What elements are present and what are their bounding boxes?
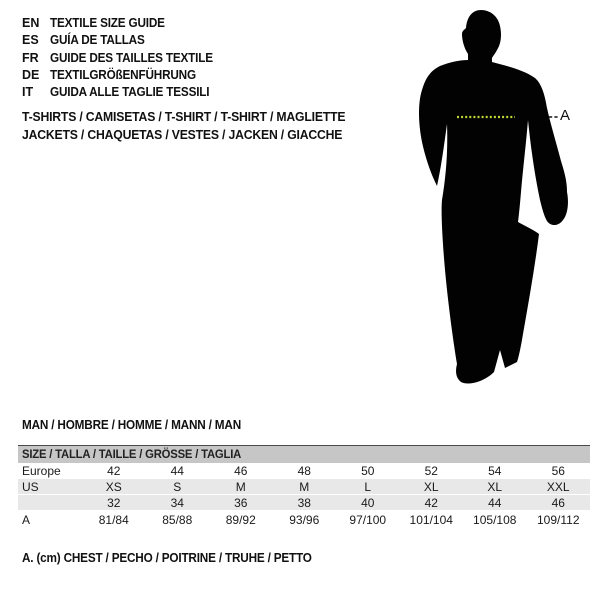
language-code: IT	[22, 85, 34, 100]
table-cell: 46	[234, 464, 248, 478]
table-cell: 48	[297, 464, 311, 478]
category-list	[22, 108, 366, 143]
table-row-europe	[18, 463, 590, 479]
table-cell: XS	[105, 479, 122, 494]
language-code: DE	[22, 67, 40, 82]
table-cell: XXL	[546, 479, 570, 494]
table-row-chest-cm	[18, 510, 590, 529]
table-cell: XL	[487, 479, 503, 494]
section-title-man	[22, 419, 255, 432]
language-list	[22, 15, 223, 101]
table-cell: 89/92	[225, 512, 256, 527]
table-cell: L	[364, 479, 372, 494]
language-code: EN	[22, 16, 40, 30]
table-cell: 32	[107, 495, 121, 510]
language-row-de	[22, 67, 223, 84]
row-label: A	[22, 512, 31, 527]
table-cell: 101/104	[409, 512, 453, 527]
man-silhouette-path	[419, 10, 571, 384]
table-cell: M	[235, 479, 246, 494]
language-text: GUIDA ALLE TAGLIE TESSILI	[50, 85, 210, 100]
table-cell: 34	[170, 495, 184, 510]
table-cell: 42	[107, 464, 121, 478]
table-cell: 54	[488, 464, 502, 478]
table-cell: 109/112	[537, 512, 580, 527]
table-cell: 97/100	[349, 512, 387, 527]
table-cell: 42	[424, 495, 438, 510]
man-silhouette-svg	[416, 4, 572, 396]
language-row-es	[22, 32, 223, 49]
language-code: ES	[22, 33, 39, 48]
table-cell: M	[299, 479, 310, 494]
category-text: T-SHIRTS / CAMISETAS / T-SHIRT / T-SHIRT / MAGLIETTE	[22, 109, 346, 124]
table-cell: 105/108	[473, 512, 517, 527]
table-cell: 81/84	[98, 512, 129, 527]
category-text: JACKETS / CHAQUETAS / VESTES / JACKEN / GIACCHE	[22, 126, 343, 142]
table-cell: 44	[170, 464, 184, 478]
row-label: US	[22, 479, 39, 494]
table-row-us	[18, 479, 590, 494]
table-cell: 85/88	[162, 512, 193, 527]
language-code: FR	[22, 50, 39, 65]
language-row-fr	[22, 50, 223, 67]
table-cell: 36	[234, 495, 248, 510]
language-text: TEXTILGRÖßENFÜHRUNG	[50, 67, 196, 82]
table-cell: 52	[424, 464, 438, 478]
table-cell: 50	[361, 464, 375, 478]
measure-label-a: A	[560, 107, 571, 124]
table-row-numeric	[18, 495, 590, 510]
language-text: TEXTILE SIZE GUIDE	[50, 16, 165, 30]
language-text: GUÍA DE TALLAS	[50, 33, 145, 48]
footnote-chest	[22, 551, 330, 565]
man-silhouette-figure	[416, 4, 572, 396]
language-row-en	[22, 15, 223, 32]
footnote-text: A. (cm) CHEST / PECHO / POITRINE / TRUHE / PETTO	[22, 551, 312, 565]
table-cell: 44	[488, 495, 502, 510]
category-line-tshirts	[22, 108, 366, 126]
size-table-header-text: SIZE / TALLA / TAILLE / GRÖSSE / TAGLIA	[22, 447, 242, 461]
size-table	[18, 445, 590, 529]
size-table-header-row	[18, 445, 590, 463]
table-cell: 46	[551, 495, 565, 510]
table-cell: 38	[297, 495, 311, 510]
table-cell: S	[173, 479, 182, 494]
language-text: GUIDE DES TAILLES TEXTILE	[50, 50, 213, 65]
row-label: Europe	[22, 464, 61, 478]
section-title-text: MAN / HOMBRE / HOMME / MANN / MAN	[22, 418, 242, 432]
language-row-it	[22, 84, 223, 101]
category-line-jackets	[22, 126, 366, 144]
table-cell: XL	[423, 479, 439, 494]
table-cell: 40	[361, 495, 375, 510]
table-cell: 56	[551, 464, 565, 478]
table-cell: 93/96	[289, 512, 320, 527]
